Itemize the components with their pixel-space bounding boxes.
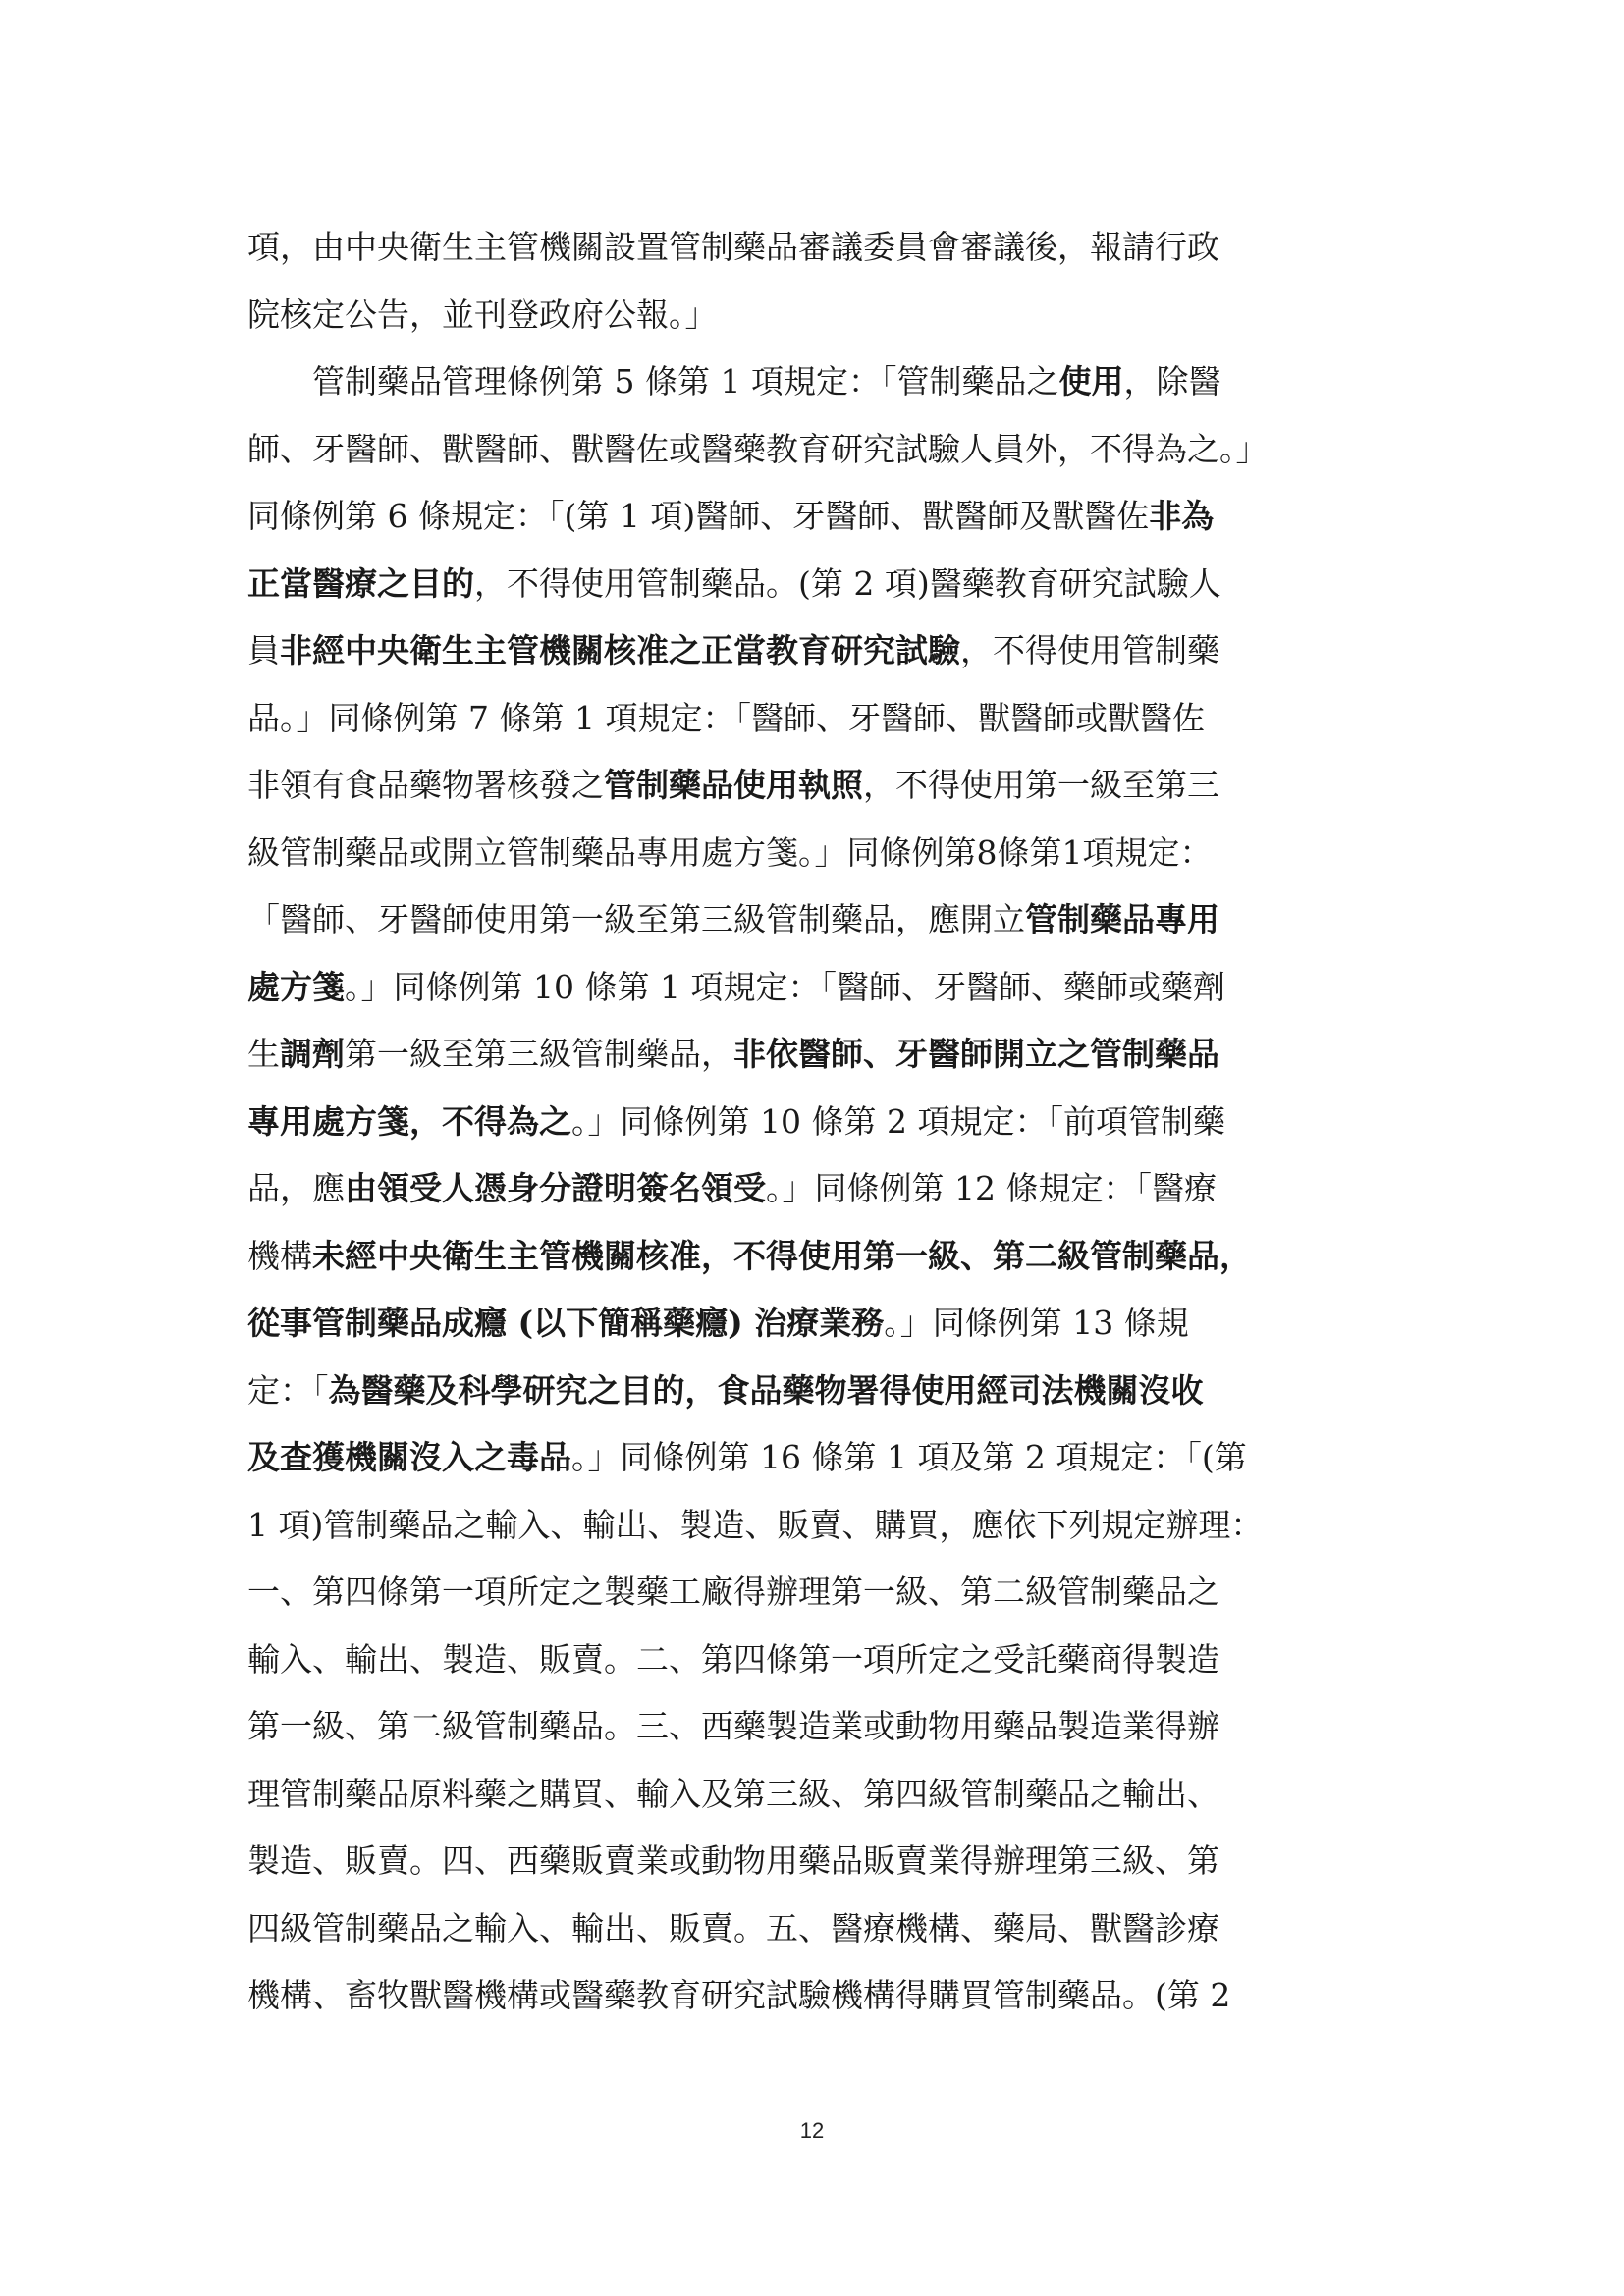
bold-text-segment: 及查獲機關沒入之毒品 <box>247 1438 571 1476</box>
text-line <box>247 954 1386 1022</box>
text-line <box>247 820 1386 887</box>
text-segment: ，不得使用管制藥品。(第 2 項)醫藥教育研究試驗人 <box>474 563 1221 603</box>
text-line <box>247 617 1386 685</box>
text-line <box>247 1896 1386 1963</box>
text-line <box>247 1761 1386 1829</box>
text-line <box>247 1962 1386 2030</box>
text-segment: 非領有食品藥物署核發之 <box>247 766 604 804</box>
text-line <box>247 214 1386 282</box>
text-line <box>247 1559 1386 1627</box>
text-segment: 一、第四條第一項所定之製藥工廠得辦理第一級、第二級管制藥品之 <box>247 1573 1219 1611</box>
text-line <box>247 1358 1386 1425</box>
text-segment: 1 項)管制藥品之輸入、輸出、製造、販賣、購買，應依下列規定辦理： <box>247 1505 1264 1544</box>
text-line <box>247 551 1386 618</box>
text-segment: 理管制藥品原料藥之購買、輸入及第三級、第四級管制藥品之輸出、 <box>247 1774 1219 1813</box>
bold-text-segment: 專用處方箋，不得為之 <box>247 1101 571 1141</box>
text-segment: 品。」同條例第 7 條第 1 項規定：「醫師、牙醫師、獸醫師或獸醫佐 <box>247 698 1205 737</box>
text-line <box>247 685 1386 753</box>
bold-text-segment: 調劑 <box>280 1035 345 1073</box>
text-segment: 管制藥品管理條例第 5 條第 1 項規定：「管制藥品之 <box>247 362 1059 400</box>
text-line <box>247 1021 1386 1089</box>
bold-text-segment: 管制藥品專用 <box>1025 900 1219 938</box>
text-segment: 同條例第 6 條規定：「(第 1 項)醫師、牙醫師、獸醫師及獸醫佐 <box>247 497 1150 535</box>
bold-text-segment: 使用 <box>1058 362 1124 400</box>
bold-text-segment: 處方箋 <box>247 967 345 1006</box>
text-line <box>247 752 1386 820</box>
bold-text-segment: 非經中央衛生主管機關核准之正當教育研究試驗 <box>280 631 960 669</box>
text-segment: ，不得使用第一級至第三 <box>863 766 1219 804</box>
text-segment: 。」同條例第 16 條第 1 項及第 2 項規定：「(第 <box>571 1438 1247 1476</box>
text-segment: 師、牙醫師、獸醫師、獸醫佐或醫藥教育研究試驗人員外，不得為之。」 <box>247 429 1269 468</box>
page-number: 12 <box>799 2118 825 2143</box>
text-segment: ，不得使用管制藥 <box>960 631 1219 669</box>
bold-text-segment: 未經中央衛生主管機關核准，不得使用第一級、第二級管制藥品， <box>312 1236 1252 1275</box>
text-segment: 第一級至第三級管制藥品， <box>345 1035 733 1073</box>
bold-text-segment: 為醫藥及科學研究之目的，食品藥物署得使用經司法機關沒收 <box>328 1370 1204 1410</box>
text-segment: ，除醫 <box>1123 362 1221 400</box>
bold-text-segment: 非為 <box>1149 497 1215 535</box>
text-line <box>247 1828 1386 1896</box>
text-segment: 品，應 <box>247 1169 345 1207</box>
text-line <box>247 416 1386 484</box>
text-segment: 院核定公告，並刊登政府公報。」 <box>247 294 718 334</box>
text-line <box>247 1223 1386 1291</box>
text-segment: 。」同條例第 10 條第 1 項規定：「醫師、牙醫師、藥師或藥劑 <box>345 967 1225 1006</box>
text-segment: 機構、畜牧獸醫機構或醫藥教育研究試驗機構得購買管制藥品。(第 2 <box>247 1976 1231 2014</box>
text-segment: 「醫師、牙醫師使用第一級至第三級管制藥品，應開立 <box>247 900 1025 938</box>
bold-text-segment: 正當醫療之目的 <box>247 563 474 603</box>
text-segment: 。」同條例第 10 條第 2 項規定：「前項管制藥 <box>571 1101 1225 1141</box>
text-line <box>247 1155 1386 1223</box>
text-segment: 第一級、第二級管制藥品。三、西藥製造業或動物用藥品製造業得辦 <box>247 1707 1219 1745</box>
text-segment: 項，由中央衛生主管機關設置管制藥品審議委員會審議後，報請行政 <box>247 228 1219 266</box>
body-text <box>247 214 1386 2030</box>
bold-text-segment: 由領受人憑身分證明簽名領受 <box>345 1169 766 1207</box>
text-segment: 機構 <box>247 1236 312 1275</box>
text-segment: 生 <box>247 1035 280 1073</box>
bold-text-segment: 管制藥品使用執照 <box>604 766 863 804</box>
text-line <box>247 483 1386 551</box>
text-segment: 四級管制藥品之輸入、輸出、販賣。五、醫療機構、藥局、獸醫診療 <box>247 1908 1219 1948</box>
text-line <box>247 1693 1386 1761</box>
text-segment: 。」同條例第 13 條規 <box>884 1304 1189 1342</box>
text-segment: 。」同條例第 12 條規定：「醫療 <box>766 1169 1217 1207</box>
text-line <box>247 1627 1386 1694</box>
text-segment: 員 <box>247 631 280 669</box>
text-segment: 級管制藥品或開立管制藥品專用處方箋。」同條例第8條第1項規定： <box>247 832 1213 872</box>
bold-text-segment: 非依醫師、牙醫師開立之管制藥品 <box>733 1035 1219 1073</box>
text-line <box>247 1089 1386 1156</box>
text-line <box>247 1492 1386 1560</box>
text-line <box>247 886 1386 954</box>
text-segment: 輸入、輸出、製造、販賣。二、第四條第一項所定之受託藥商得製造 <box>247 1639 1219 1679</box>
text-line <box>247 1290 1386 1358</box>
bold-text-segment: 從事管制藥品成癮 (以下簡稱藥癮) 治療業務 <box>247 1304 885 1342</box>
text-line <box>247 282 1386 349</box>
text-segment: 製造、販賣。四、西藥販賣業或動物用藥品販賣業得辦理第三級、第 <box>247 1842 1219 1880</box>
text-segment: 定：「 <box>247 1370 329 1410</box>
text-line <box>247 348 1386 416</box>
text-line <box>247 1424 1386 1492</box>
